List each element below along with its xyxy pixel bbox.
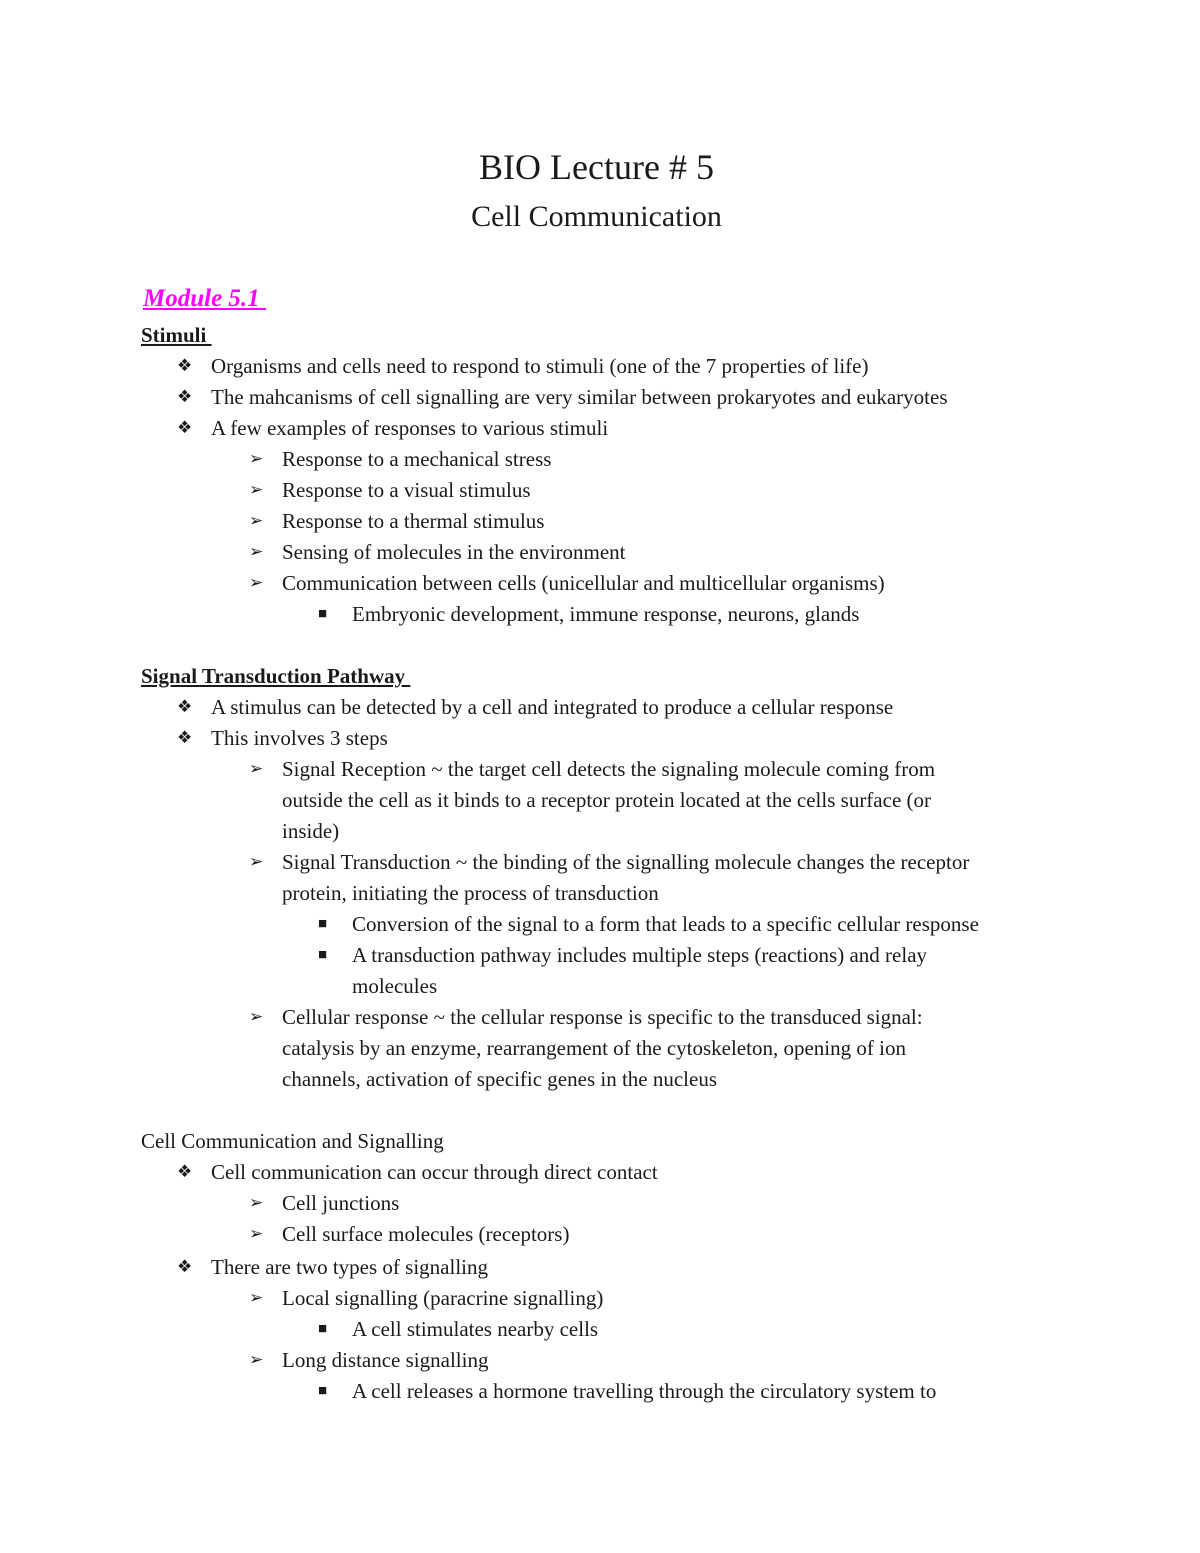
arrow-bullet-icon: ➢ [249, 1007, 264, 1026]
list-item: Organisms and cells need to respond to stimuli (one of the 7 properties of life) [211, 354, 869, 378]
list-item: Conversion of the signal to a form that leads to a specific cellular response [352, 912, 979, 936]
list-item: A few examples of responses to various stimuli [211, 416, 609, 440]
diamond-bullet-icon: ❖ [177, 1257, 193, 1276]
list-item: Cell junctions [282, 1191, 400, 1215]
arrow-bullet-icon: ➢ [249, 852, 264, 871]
page-subtitle: Cell Communication [471, 200, 722, 233]
arrow-bullet-icon: ➢ [249, 1224, 264, 1243]
diamond-bullet-icon: ❖ [177, 728, 193, 747]
list-item: The mahcanisms of cell signalling are very similar between prokaryotes and eukaryotes [211, 385, 948, 409]
list-item-continuation: molecules [352, 974, 438, 998]
square-bullet-icon: ■ [318, 916, 328, 932]
list-item: Response to a thermal stimulus [282, 509, 545, 533]
list-item-continuation: catalysis by an enzyme, rearrangement of the cytoskeleton, opening of ion [282, 1036, 906, 1060]
diamond-bullet-icon: ❖ [177, 1162, 193, 1181]
arrow-bullet-icon: ➢ [249, 480, 264, 499]
diamond-bullet-icon: ❖ [177, 356, 193, 375]
list-item: Communication between cells (unicellular and multicellular organisms) [282, 571, 885, 595]
list-item: Response to a mechanical stress [282, 447, 552, 471]
stimuli-heading: Stimuli [141, 323, 212, 347]
cell-communication-heading: Cell Communication and Signalling [141, 1129, 444, 1153]
arrow-bullet-icon: ➢ [249, 1193, 264, 1212]
list-item: Local signalling (paracrine signalling) [282, 1286, 604, 1310]
list-item: Long distance signalling [282, 1348, 489, 1372]
square-bullet-icon: ■ [318, 947, 328, 963]
diamond-bullet-icon: ❖ [177, 697, 193, 716]
list-item: A cell releases a hormone travelling through the circulatory system to [352, 1379, 937, 1403]
list-item: A transduction pathway includes multiple steps (reactions) and relay [352, 943, 928, 967]
diamond-bullet-icon: ❖ [177, 387, 193, 406]
square-bullet-icon: ■ [318, 1383, 328, 1399]
list-item-continuation: outside the cell as it binds to a receptor protein located at the cells surface (or [282, 788, 932, 812]
arrow-bullet-icon: ➢ [249, 759, 264, 778]
square-bullet-icon: ■ [318, 606, 328, 622]
list-item-continuation: protein, initiating the process of transduction [282, 881, 659, 905]
list-item: There are two types of signalling [211, 1255, 488, 1279]
list-item: Cell surface molecules (receptors) [282, 1222, 570, 1246]
list-item: Response to a visual stimulus [282, 478, 531, 502]
arrow-bullet-icon: ➢ [249, 542, 264, 561]
square-bullet-icon: ■ [318, 1321, 328, 1337]
arrow-bullet-icon: ➢ [249, 511, 264, 530]
list-item: This involves 3 steps [211, 726, 388, 750]
page-title: BIO Lecture # 5 [479, 147, 714, 187]
signal-transduction-heading: Signal Transduction Pathway [141, 664, 411, 688]
list-item: Signal Transduction ~ the binding of the signalling molecule changes the receptor [282, 850, 970, 874]
list-item: Cellular response ~ the cellular response is specific to the transduced signal: [282, 1005, 923, 1029]
list-item: Cell communication can occur through direct contact [211, 1160, 658, 1184]
diamond-bullet-icon: ❖ [177, 418, 193, 437]
list-item: Signal Reception ~ the target cell detects the signaling molecule coming from [282, 757, 936, 781]
list-item: A cell stimulates nearby cells [352, 1317, 599, 1341]
arrow-bullet-icon: ➢ [249, 1288, 264, 1307]
list-item: Embryonic development, immune response, neurons, glands [352, 602, 860, 626]
list-item-continuation: inside) [282, 819, 340, 843]
module-label: Module 5.1 [143, 285, 266, 312]
arrow-bullet-icon: ➢ [249, 1350, 264, 1369]
arrow-bullet-icon: ➢ [249, 449, 264, 468]
arrow-bullet-icon: ➢ [249, 573, 264, 592]
list-item: A stimulus can be detected by a cell and integrated to produce a cellular response [211, 695, 894, 719]
list-item-continuation: channels, activation of specific genes in the nucleus [282, 1067, 718, 1091]
list-item: Sensing of molecules in the environment [282, 540, 626, 564]
